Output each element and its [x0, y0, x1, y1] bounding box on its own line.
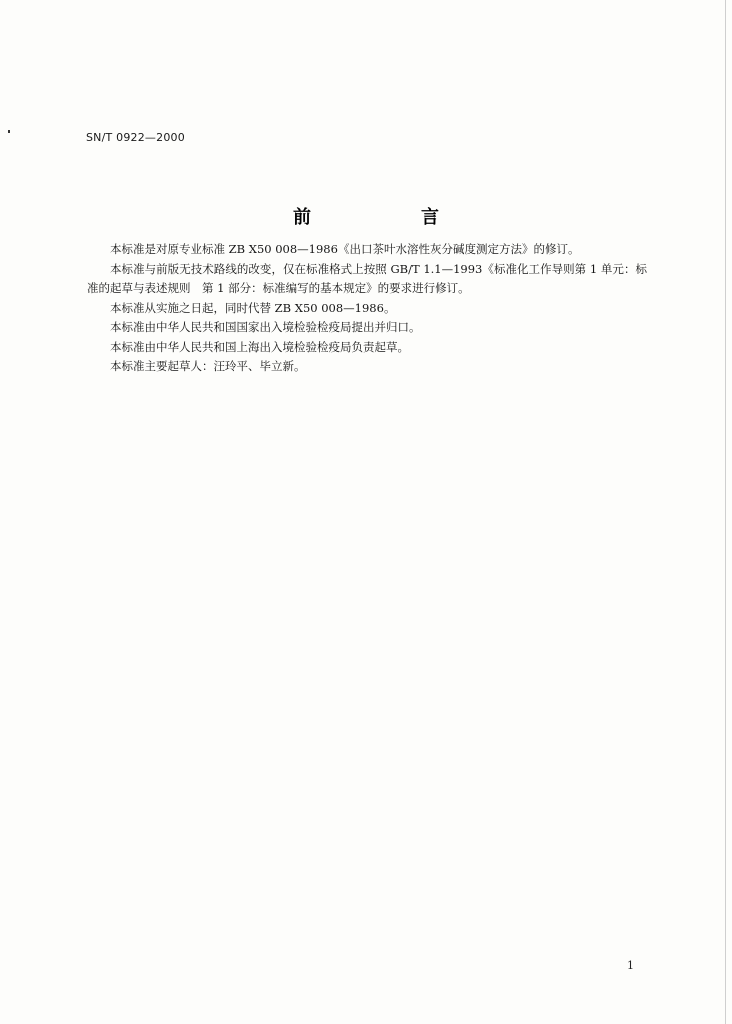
- foreword-paragraph: 本标准由中华人民共和国国家出入境检验检疫局提出并归口。: [110, 320, 421, 334]
- foreword-paragraph: 本标准主要起草人：汪玲平、毕立新。: [110, 359, 306, 373]
- page-title: 前 言: [293, 207, 485, 228]
- scan-edge-line: [725, 0, 726, 1024]
- scan-speck: [8, 130, 10, 133]
- standard-code: SN/T 0922—2000: [86, 131, 185, 144]
- page-number: 1: [627, 959, 634, 972]
- foreword-paragraph: 本标准与前版无技术路线的改变，仅在标准格式上按照 GB/T 1.1—1993《标准化工作导则第 1 单元：标准的起草与表述规则 第 1 部分：标准编写的基本规定》的要求进行修订。: [87, 261, 647, 295]
- foreword-paragraph: 本标准由中华人民共和国上海出入境检验检疫局负责起草。: [110, 339, 409, 354]
- foreword-paragraph: 本标准从实施之日起，同时代替 ZB X50 008—1986。: [110, 300, 396, 315]
- foreword-paragraph: 本标准是对原专业标准 ZB X50 008—1986《出口茶叶水溶性灰分碱度测定方法》的修订。: [110, 242, 580, 256]
- foreword-body: [87, 240, 647, 377]
